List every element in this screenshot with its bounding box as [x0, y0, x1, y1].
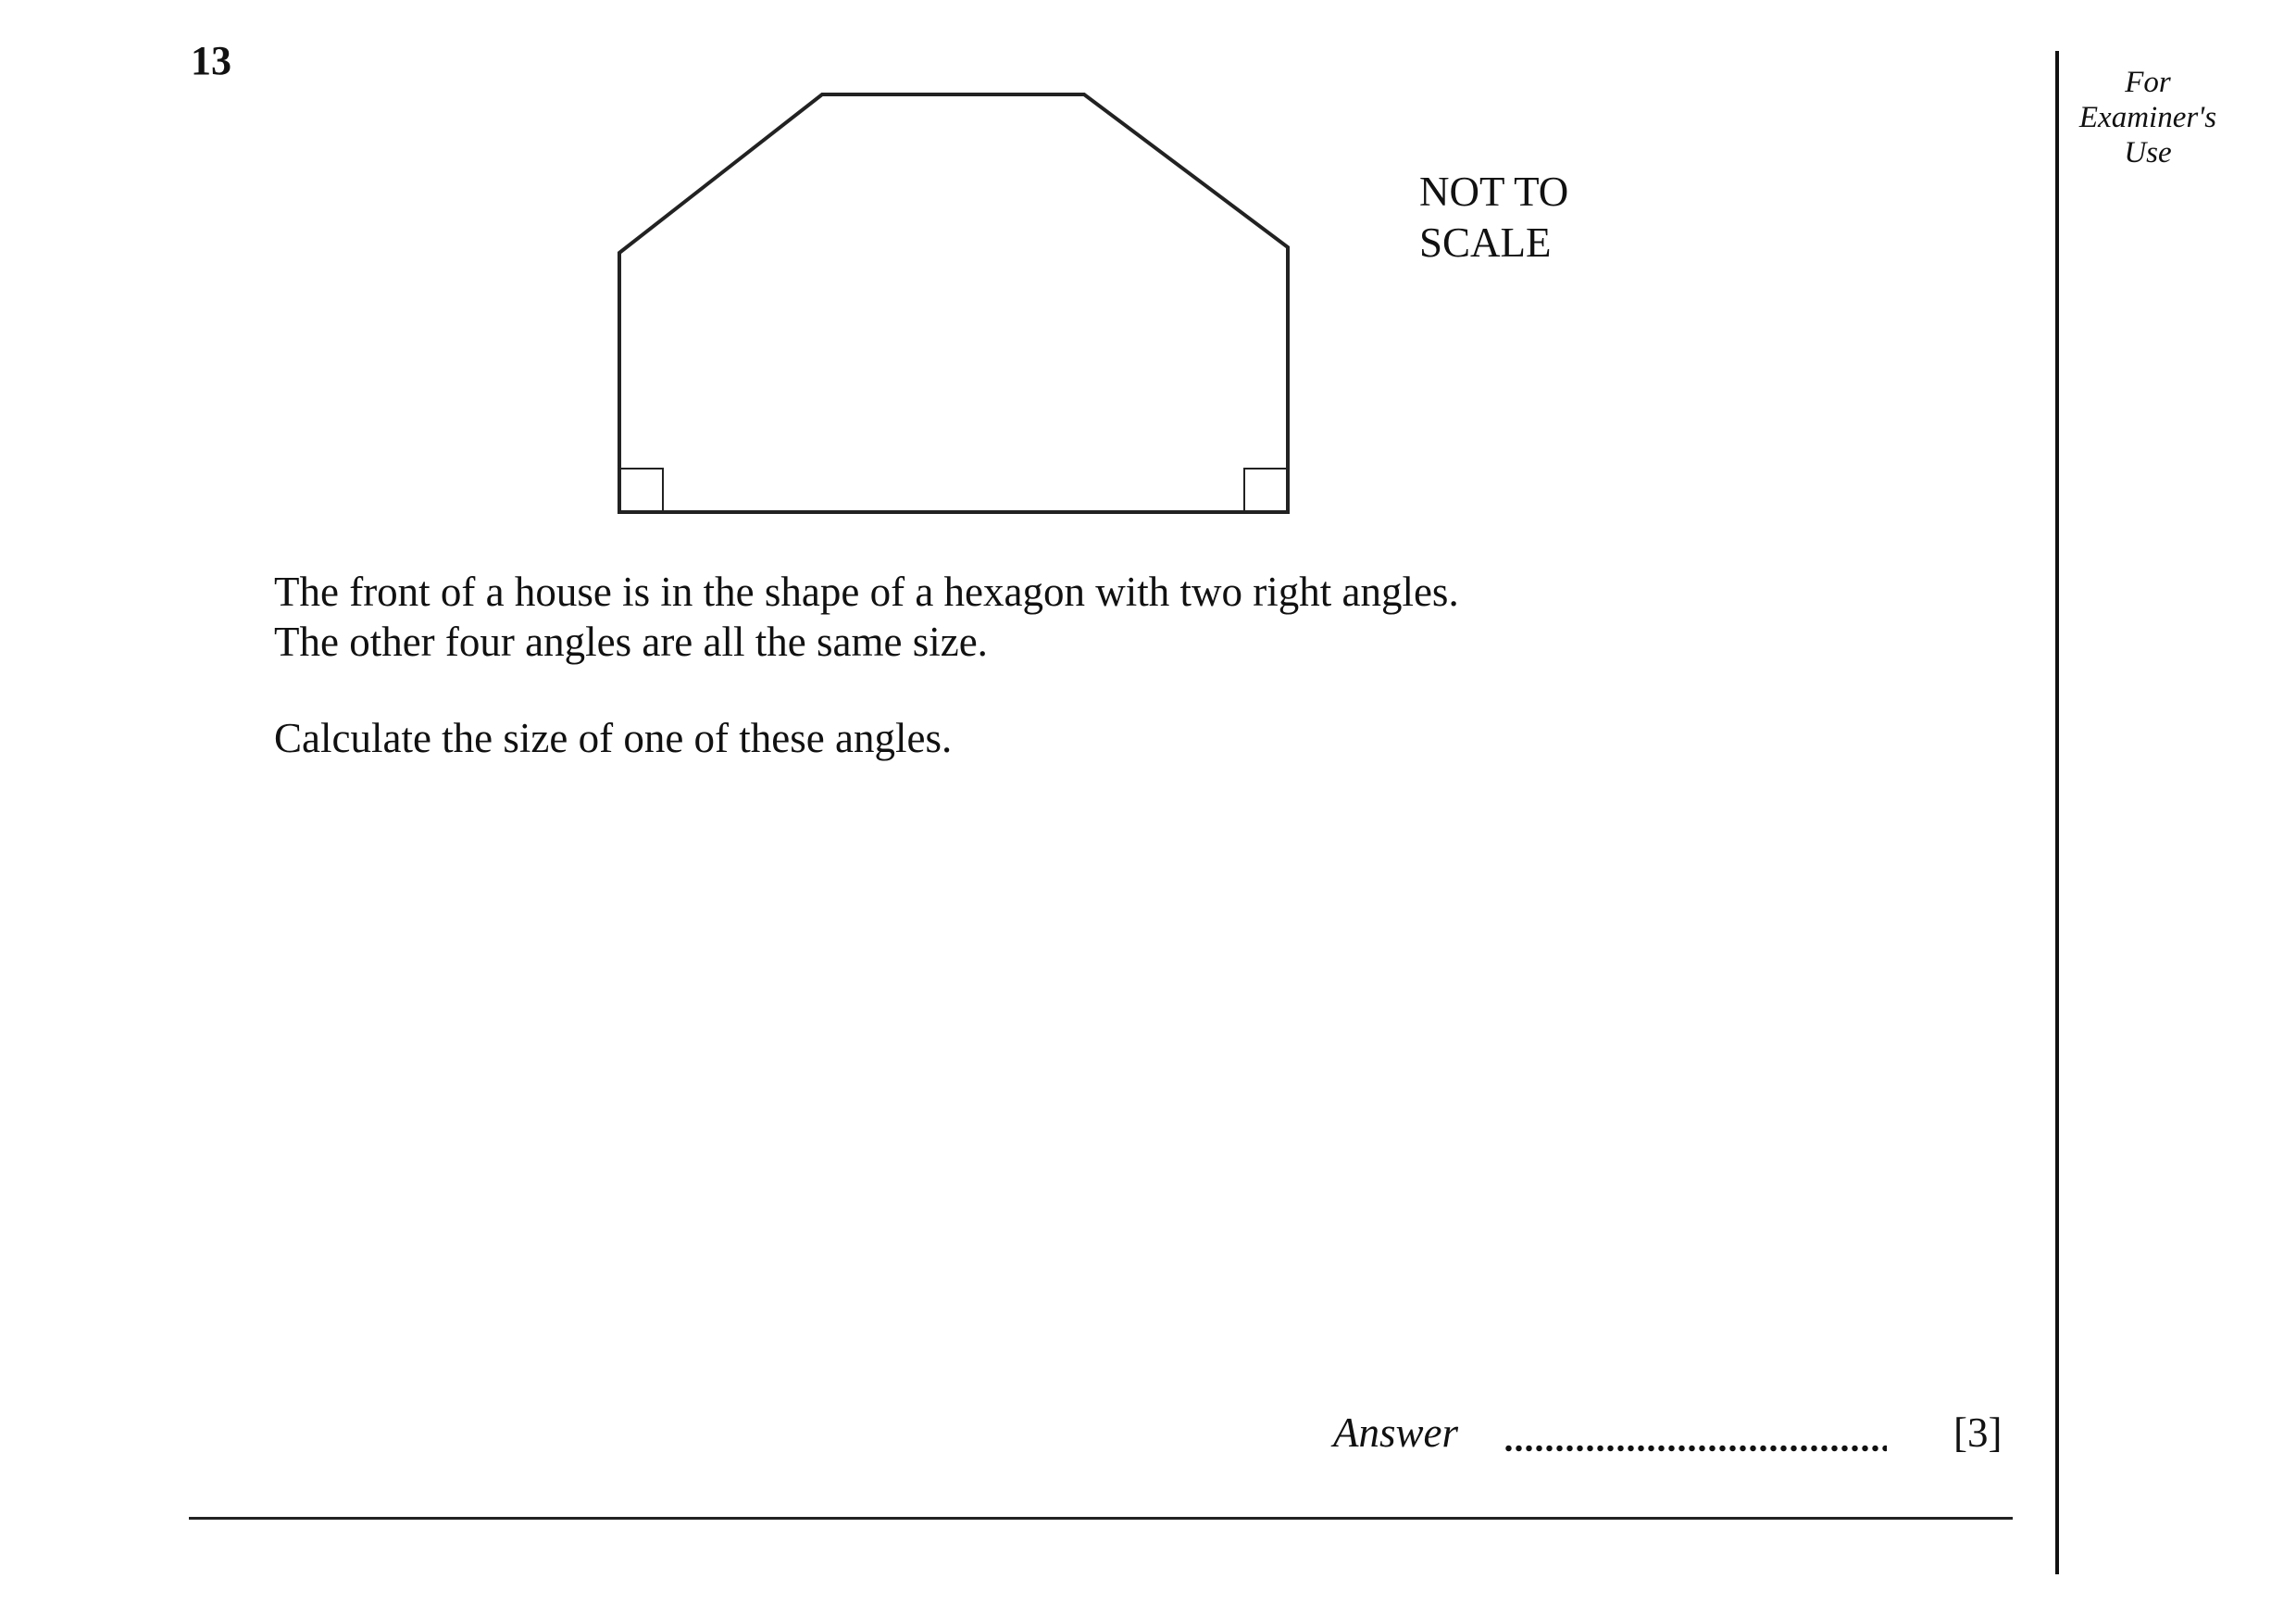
hexagon-shape	[619, 94, 1288, 512]
examiner-use-line-3: Use	[2124, 136, 2172, 169]
examiner-use-line-2: Examiner's	[2078, 101, 2217, 134]
right-angle-marker-right	[1244, 469, 1288, 512]
bottom-divider	[189, 1517, 2013, 1520]
answer-label: Answer	[1333, 1409, 1458, 1456]
question-text-line-2: The other four angles are all the same size.	[274, 619, 988, 665]
not-to-scale-label	[1419, 167, 1568, 269]
question-instruction: Calculate the size of one of these angles.	[274, 715, 953, 761]
marks-label: [3]	[1953, 1409, 2003, 1456]
answer-line[interactable]	[1504, 1445, 1887, 1452]
examiner-use-label	[2055, 65, 2240, 170]
not-to-scale-line-1: NOT TO	[1419, 169, 1569, 215]
paragraph-gap	[274, 667, 1459, 713]
right-angle-marker-left	[619, 469, 663, 512]
question-number: 13	[191, 38, 231, 83]
examiner-margin-rule	[2055, 51, 2059, 1574]
examiner-use-line-1: For	[2125, 66, 2171, 99]
not-to-scale-line-2: SCALE	[1419, 219, 1552, 266]
question-body	[274, 567, 1459, 763]
question-text-line-1: The front of a house is in the shape of a hexagon with two right angles.	[274, 569, 1459, 615]
